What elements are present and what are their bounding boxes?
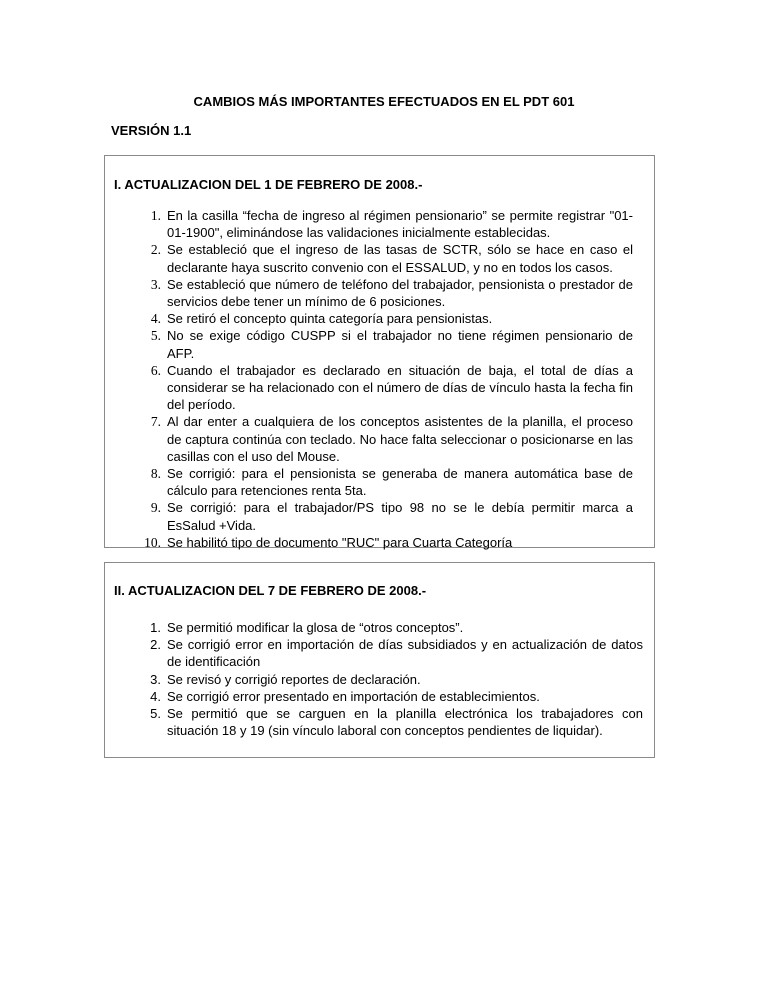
section-1-box [104,155,655,548]
list-item-text: Se corrigió: para el trabajador/PS tipo 98 no se le debía permitir marca a EsSalud +Vida. [167,500,633,533]
list-item [150,499,633,533]
section-2-heading: II. ACTUALIZACION DEL 7 DE FEBRERO DE 2008.- [114,583,427,598]
list-item [150,688,643,705]
list-item [150,636,643,670]
section-2-list [150,619,643,739]
list-item-text: No se exige código CUSPP si el trabajador no tiene régimen pensionario de AFP. [167,328,633,361]
list-item-text: Se revisó y corrigió reportes de declaración. [167,671,421,687]
list-item [150,207,633,241]
list-item-number: 4. [150,311,161,327]
section-1-heading: I. ACTUALIZACION DEL 1 DE FEBRERO DE 2008.- [114,177,423,192]
section-1-list [144,207,633,551]
list-item-number: 9. [150,500,161,516]
list-item-text: Se corrigió error en importación de días subsidiados y en actualización de datos de identificación [167,637,643,670]
list-item-number: 1. [150,208,161,223]
list-item-text: Cuando el trabajador es declarado en situación de baja, el total de días a considerar se ha relacionado con el número de días de vínculo hasta la fecha fin del período. [167,362,633,413]
list-item-text: Se corrigió: para el pensionista se generaba de manera automática base de cálculo para retenciones renta 5ta. [167,466,633,499]
list-item [150,619,643,636]
list-item-number: 2. [150,242,161,258]
list-item-number: 8. [150,466,161,482]
list-item-text: Se estableció que número de teléfono del trabajador, pensionista o prestador de servicios debe tener un mínimo de 6 posiciones. [167,276,633,310]
list-item-number: 3. [150,671,161,687]
list-item-number: 1. [150,620,161,635]
list-item-text: Se corrigió error presentado en importación de establecimientos. [167,688,540,704]
list-item-number: 3. [150,276,161,292]
list-item [144,534,633,551]
list-item-number: 4. [150,688,161,704]
list-item [150,413,633,465]
list-item [150,327,633,361]
list-item [150,671,643,688]
list-item-text: Al dar enter a cualquiera de los conceptos asistentes de la planilla, el proceso de captura continúa con teclado. No hace falta seleccionar o posicionarse en las casillas con el uso del Mouse. [167,414,633,464]
version-heading: VERSIÓN 1.1 [111,123,192,138]
list-item-text: Se permitió que se carguen en la planilla electrónica los trabajadores con situación 18 y 19 (sin vínculo laboral con conceptos pendientes de liquidar). [167,706,643,739]
list-item-text: Se retiró el concepto quinta categoría para pensionistas. [167,311,493,327]
list-item [150,705,643,739]
list-item-text: Se permitió modificar la glosa de “otros conceptos”. [167,620,464,635]
list-item [150,465,633,499]
list-item-number: 7. [150,414,161,430]
list-item [150,276,633,310]
list-item-text: En la casilla “fecha de ingreso al régimen pensionario” se permite registrar "01-01-1900", eliminándose las validaciones inicialmente establecidas. [167,208,633,241]
list-item-text: Se habilitó tipo de documento "RUC" para Cuarta Categoría [167,534,513,550]
list-item [150,241,633,275]
list-item-number: 5. [150,706,161,722]
list-item [150,310,633,327]
list-item-number: 10. [144,534,161,550]
section-2-box [104,562,655,758]
list-item-number: 2. [150,637,161,653]
list-item-number: 6. [150,362,161,378]
list-item [150,362,633,414]
list-item-text: Se estableció que el ingreso de las tasas de SCTR, sólo se hace en caso el declarante haya suscrito convenio con el ESSALUD, y no en todos los casos. [167,242,633,275]
document-title: CAMBIOS MÁS IMPORTANTES EFECTUADOS EN EL PDT 601 [193,94,575,109]
list-item-number: 5. [150,328,161,344]
